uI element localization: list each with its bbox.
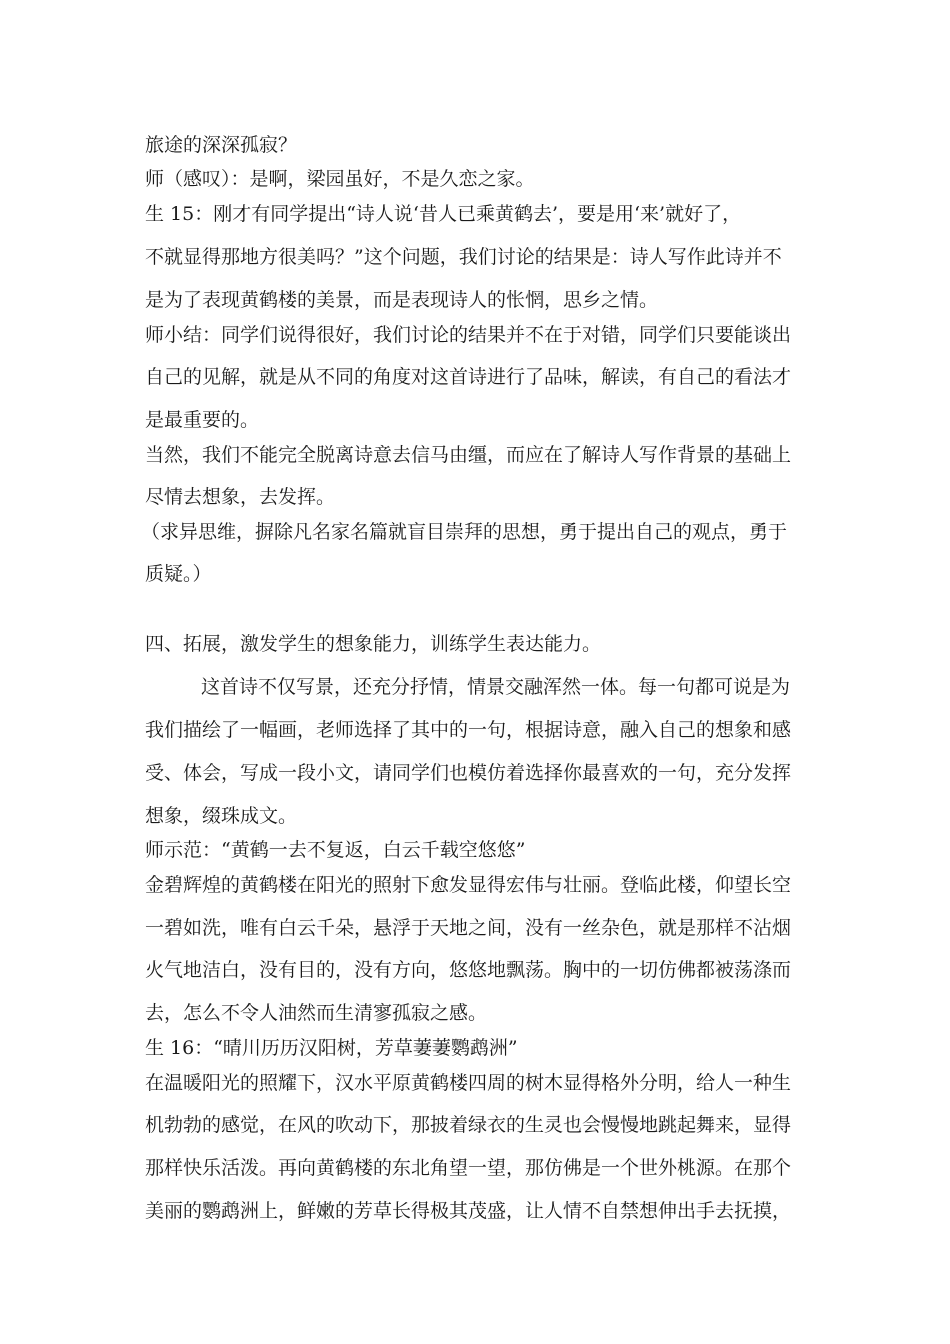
text-line: 自己的见解，就是从不同的角度对这首诗进行了品味，解读，有自己的看法才: [145, 366, 792, 388]
text-line: 美丽的鹦鹉洲上，鲜嫩的芳草长得极其茂盛，让人情不自禁想伸出手去抚摸，: [145, 1200, 792, 1222]
text-line: 一碧如洗，唯有白云千朵，悬浮于天地之间，没有一丝杂色，就是那样不沾烟: [145, 917, 792, 939]
text-line: 想象，缀珠成文。: [145, 805, 298, 827]
section-heading: 四、拓展，激发学生的想象能力，训练学生表达能力。: [145, 633, 602, 655]
text-line: 师（感叹）：是啊，梁园虽好，不是久恋之家。: [145, 168, 535, 190]
text-line: 在温暖阳光的照耀下，汉水平原黄鹤楼四周的树木显得格外分明，给人一种生: [145, 1072, 792, 1094]
text-line: 质疑。）: [145, 563, 212, 585]
text-line: 旅途的深深孤寂？: [145, 134, 298, 156]
text-line: 机勃勃的感觉，在风的吹动下，那披着绿衣的生灵也会慢慢地跳起舞来，显得: [145, 1114, 792, 1136]
text-line: 生 15：刚才有同学提出“诗人说‘昔人已乘黄鹤去’，要是用‘来’就好了，: [145, 203, 742, 225]
text-line: 不就显得那地方很美吗？”这个问题，我们讨论的结果是：诗人写作此诗并不: [145, 246, 782, 268]
text-line: 我们描绘了一幅画，老师选择了其中的一句，根据诗意，融入自己的想象和感: [145, 719, 792, 741]
text-line: 金碧辉煌的黄鹤楼在阳光的照射下愈发显得宏伟与壮丽。登临此楼，仰望长空: [145, 874, 792, 896]
text-line: 这首诗不仅写景，还充分抒情，情景交融浑然一体。每一句都可说是为: [201, 676, 791, 698]
text-line: 受、体会，写成一段小文，请同学们也模仿着选择你最喜欢的一句，充分发挥: [145, 762, 792, 784]
text-line: 那样快乐活泼。再向黄鹤楼的东北角望一望，那仿佛是一个世外桃源。在那个: [145, 1157, 792, 1179]
text-line: 生 16：“晴川历历汉阳树，芳草萋萋鹦鹉洲”: [145, 1037, 518, 1059]
text-line: 火气地洁白，没有目的，没有方向，悠悠地飘荡。胸中的一切仿佛都被荡涤而: [145, 959, 792, 981]
text-line: 师小结：同学们说得很好，我们讨论的结果并不在于对错，同学们只要能谈出: [145, 324, 792, 346]
text-line: （求异思维，摒除凡名家名篇就盲目崇拜的思想，勇于提出自己的观点，勇于: [141, 521, 788, 543]
text-line: 当然，我们不能完全脱离诗意去信马由缰，而应在了解诗人写作背景的基础上: [145, 444, 792, 466]
text-line: 尽情去想象，去发挥。: [145, 486, 336, 508]
text-line: 是最重要的。: [145, 409, 260, 431]
text-line: 师示范：“黄鹤一去不复返，白云千载空悠悠”: [145, 839, 526, 861]
text-line: 是为了表现黄鹤楼的美景，而是表现诗人的怅惘，思乡之情。: [145, 289, 659, 311]
text-line: 去，怎么不令人油然而生清寥孤寂之感。: [145, 1002, 488, 1024]
